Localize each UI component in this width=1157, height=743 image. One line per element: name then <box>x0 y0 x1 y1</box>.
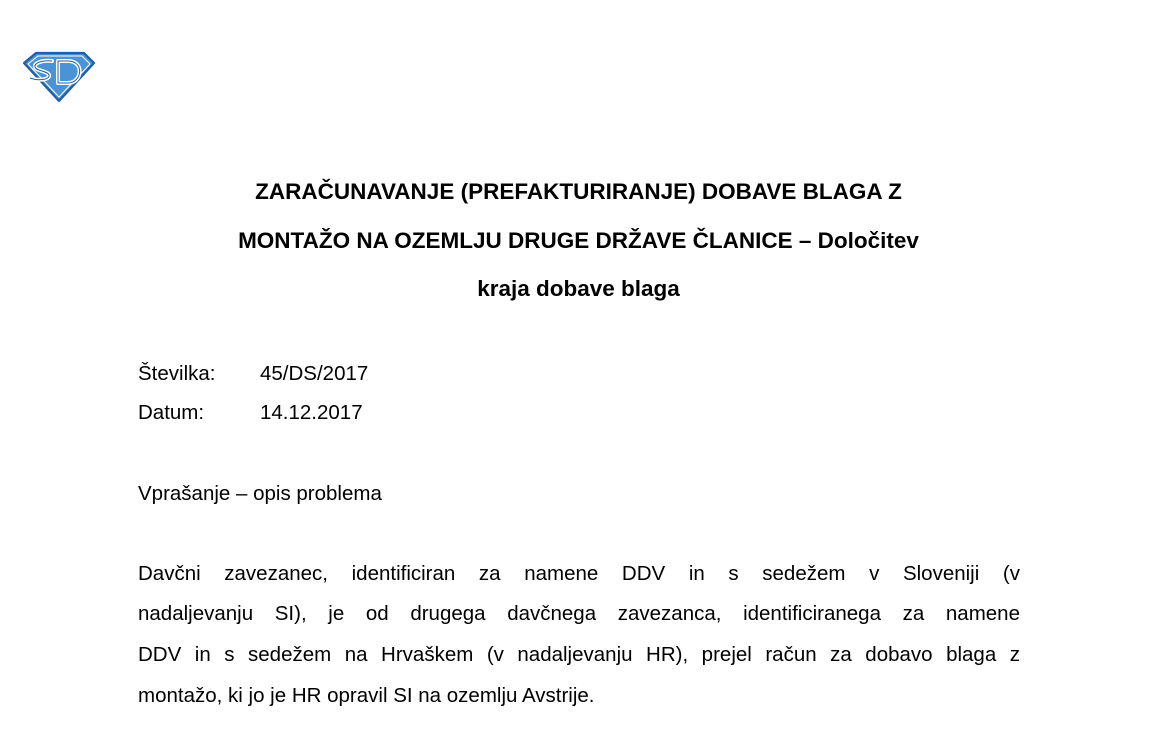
document-title-line-3: kraja dobave blaga <box>477 276 680 301</box>
paragraph-line-3: DDV in s sedežem na Hrvaškem (v nadaljevanju HR), prejel račun za dobavo blaga z <box>138 643 1020 666</box>
date-value: 14.12.2017 <box>260 401 363 424</box>
date-label: Datum: <box>138 401 205 424</box>
paragraph-line-1: Davčni zavezanec, identificiran za namene DDV in s sedežem v Sloveniji (v <box>138 562 1020 585</box>
paragraph-line-2: nadaljevanju SI), je od drugega davčnega zavezanca, identificiranega za namene <box>138 602 1020 625</box>
document-title-line-1: ZARAČUNAVANJE (PREFAKTURIRANJE) DOBAVE BLAGA Z <box>255 179 902 204</box>
document-title-line-2: MONTAŽO NA OZEMLJU DRUGE DRŽAVE ČLANICE – Določitev <box>238 228 919 253</box>
number-label: Številka: <box>138 362 216 385</box>
number-value: 45/DS/2017 <box>260 362 369 385</box>
paragraph-line-4: montažo, ki jo je HR opravil SI na ozemlju Avstrije. <box>138 684 595 707</box>
question-heading: Vprašanje – opis problema <box>138 482 382 505</box>
sd-logo-icon <box>22 49 96 103</box>
